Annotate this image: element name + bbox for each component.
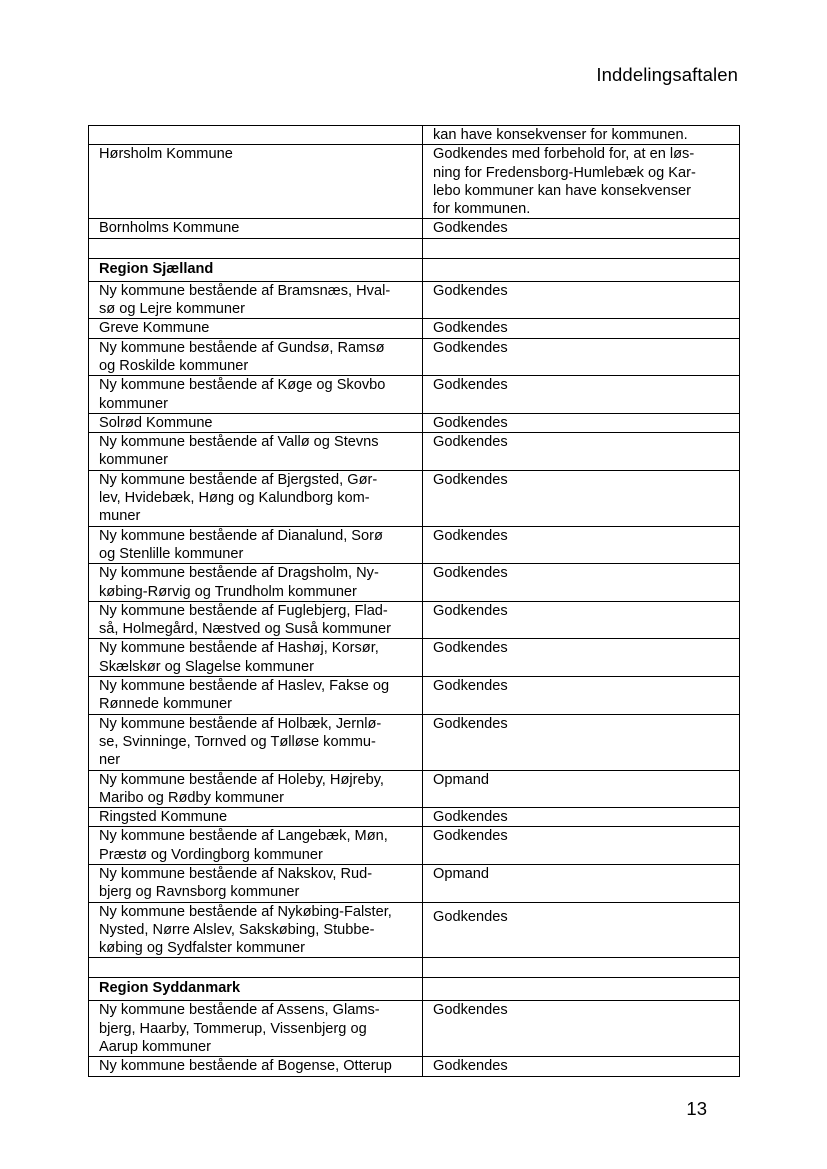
table-row [89, 376, 740, 414]
municipality-name [89, 958, 423, 978]
approval-status: Opmand [423, 864, 740, 902]
table-row [89, 319, 740, 338]
municipality-name: Greve Kommune [89, 319, 423, 338]
municipality-name: Ny kommune bestående af Gundsø, Ramsø og Roskilde kommuner [89, 338, 423, 376]
approval-status: Godkendes [423, 677, 740, 715]
approval-status: Godkendes [423, 526, 740, 564]
table-row [89, 808, 740, 827]
table-row [89, 827, 740, 865]
table-row [89, 978, 740, 1001]
approval-status [423, 258, 740, 281]
approval-status: Godkendes [423, 338, 740, 376]
municipality-name: Hørsholm Kommune [89, 145, 423, 219]
approval-status: Godkendes [423, 413, 740, 432]
table-row [89, 639, 740, 677]
approval-status: Godkendes [423, 1057, 740, 1076]
approval-status: Godkendes [423, 827, 740, 865]
approval-status: Godkendes [423, 808, 740, 827]
approval-status: Godkendes [423, 714, 740, 770]
approval-status: kan have konsekvenser for kommunen. [423, 126, 740, 145]
approval-status [423, 958, 740, 978]
municipality-name: Solrød Kommune [89, 413, 423, 432]
approval-status: Opmand [423, 770, 740, 808]
approval-status: Godkendes [423, 376, 740, 414]
municipality-name: Ny kommune bestående af Vallø og Stevns kommuner [89, 433, 423, 471]
table-row [89, 281, 740, 319]
municipality-name: Ringsted Kommune [89, 808, 423, 827]
table-row [89, 219, 740, 238]
page-header-title: Inddelingsaftalen [596, 64, 738, 85]
municipality-name: Ny kommune bestående af Assens, Glams- bjerg, Haarby, Tommerup, Vissenbjerg og Aarup kommuner [89, 1001, 423, 1057]
table-row [89, 902, 740, 958]
table-row [89, 958, 740, 978]
table-row [89, 677, 740, 715]
table-row [89, 338, 740, 376]
municipality-name: Ny kommune bestående af Fuglebjerg, Flad- så, Holmegård, Næstved og Suså kommuner [89, 601, 423, 639]
table-row [89, 526, 740, 564]
municipality-name: Ny kommune bestående af Dianalund, Sorø og Stenlille kommuner [89, 526, 423, 564]
table-row [89, 1057, 740, 1076]
table-row [89, 1001, 740, 1057]
municipality-name: Ny kommune bestående af Bramsnæs, Hval- sø og Lejre kommuner [89, 281, 423, 319]
municipality-name: Ny kommune bestående af Køge og Skovbo kommuner [89, 376, 423, 414]
approval-status: Godkendes [423, 281, 740, 319]
approval-status: Godkendes [423, 564, 740, 602]
approval-status: Godkendes [423, 902, 740, 958]
municipality-name: Ny kommune bestående af Hashøj, Korsør, Skælskør og Slagelse kommuner [89, 639, 423, 677]
table-row [89, 470, 740, 526]
table-row [89, 126, 740, 145]
approval-status: Godkendes [423, 319, 740, 338]
municipality-name: Ny kommune bestående af Nakskov, Rud- bjerg og Ravnsborg kommuner [89, 864, 423, 902]
approval-status: Godkendes med forbehold for, at en løs- ning for Fredensborg-Humlebæk og Kar- lebo kommuner kan have konsekvenser for kommunen. [423, 145, 740, 219]
table-row [89, 258, 740, 281]
table-row [89, 564, 740, 602]
table-row [89, 864, 740, 902]
table-row [89, 601, 740, 639]
municipality-name: Ny kommune bestående af Dragsholm, Ny- købing-Rørvig og Trundholm kommuner [89, 564, 423, 602]
table-row [89, 714, 740, 770]
approval-status: Godkendes [423, 219, 740, 238]
municipality-name: Ny kommune bestående af Haslev, Fakse og Rønnede kommuner [89, 677, 423, 715]
region-heading: Region Syddanmark [89, 978, 423, 1001]
municipality-name: Ny kommune bestående af Langebæk, Møn, Præstø og Vordingborg kommuner [89, 827, 423, 865]
approval-status: Godkendes [423, 639, 740, 677]
municipality-name [89, 126, 423, 145]
municipality-name [89, 238, 423, 258]
municipality-name: Ny kommune bestående af Holbæk, Jernlø- se, Svinninge, Tornved og Tølløse kommu- ner [89, 714, 423, 770]
approval-status [423, 978, 740, 1001]
page-number: 13 [686, 1098, 707, 1119]
table-row [89, 238, 740, 258]
table-row [89, 145, 740, 219]
approval-status: Godkendes [423, 470, 740, 526]
table-row [89, 770, 740, 808]
municipality-approval-table [88, 125, 740, 1077]
approval-status: Godkendes [423, 601, 740, 639]
table-row [89, 433, 740, 471]
region-heading: Region Sjælland [89, 258, 423, 281]
approval-status [423, 238, 740, 258]
municipality-name: Bornholms Kommune [89, 219, 423, 238]
municipality-name: Ny kommune bestående af Bjergsted, Gør- lev, Hvidebæk, Høng og Kalundborg kom- muner [89, 470, 423, 526]
approval-status: Godkendes [423, 433, 740, 471]
municipality-name: Ny kommune bestående af Bogense, Otterup [89, 1057, 423, 1076]
municipality-name: Ny kommune bestående af Holeby, Højreby, Maribo og Rødby kommuner [89, 770, 423, 808]
approval-status: Godkendes [423, 1001, 740, 1057]
municipality-name: Ny kommune bestående af Nykøbing-Falster, Nysted, Nørre Alslev, Sakskøbing, Stubbe- købing og Sydfalster kommuner [89, 902, 423, 958]
table-row [89, 413, 740, 432]
